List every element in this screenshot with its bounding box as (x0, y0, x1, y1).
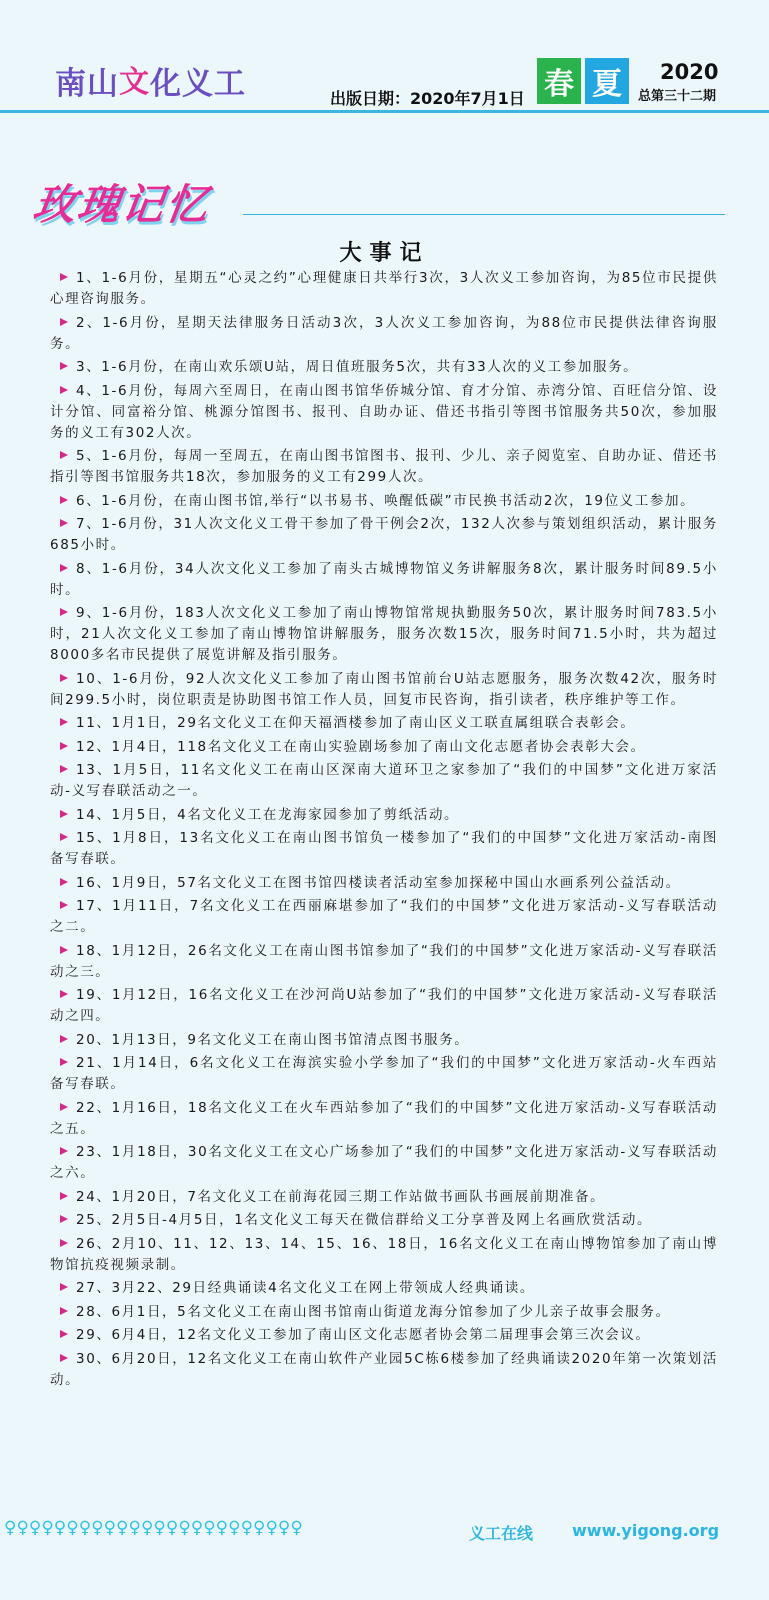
bullet-icon (60, 564, 68, 572)
page-header (0, 0, 769, 118)
document-title: 大事记 (339, 241, 430, 266)
event-item (50, 1098, 718, 1140)
page-footer (0, 1510, 769, 1550)
bullet-icon (60, 1283, 68, 1291)
event-text: 2、1-6月份，星期天法律服务日活动3次，3人次义工参加咨询，为88位市民提供法律咨询服务。 (50, 314, 718, 352)
event-text: 1、1-6月份，星期五“心灵之约”心理健康日共举行3次，3人次义工参加咨询，为85位市民提供心理咨询服务。 (50, 270, 718, 307)
bullet-icon (60, 608, 68, 616)
event-text: 6、1-6月份，在南山图书馆,举行“以书易书、唤醒低碳”市民换书活动2次，19位义工参加。 (76, 492, 696, 509)
people-row-icon: ♀♀♀♀♀♀♀♀♀♀♀♀♀♀♀♀♀♀♀♀♀♀♀♀ (4, 1518, 303, 1538)
brand-logo (55, 58, 246, 103)
section-title: 玫瑰记忆 (30, 180, 214, 229)
bullet-icon (60, 810, 68, 818)
section-divider (243, 214, 725, 215)
event-item (50, 805, 718, 826)
event-text: 17、1月11日，7名文化义工在西丽麻堪参加了“我们的中国梦”文化进万家活动-义写春联活动之二。 (50, 898, 718, 935)
bullet-icon (60, 1307, 68, 1315)
event-text: 16、1月9日，57名文化义工在图书馆四楼读者活动室参加探秘中国山水画系列公益活动。 (76, 874, 681, 891)
event-item (50, 1142, 718, 1184)
event-item (50, 941, 718, 983)
event-item (50, 603, 718, 666)
event-item (50, 1349, 718, 1391)
bullet-icon (60, 990, 68, 998)
event-text: 8、1-6月份，34人次文化义工参加了南头古城博物馆义务讲解服务8次，累计服务时间89.5小时。 (50, 560, 718, 598)
event-text: 30、6月20日，12名文化义工在南山软件产业园5C栋6楼参加了经典诵读2020年第一次策划活动。 (50, 1350, 718, 1388)
bullet-icon (60, 519, 68, 527)
bullet-icon (60, 1147, 68, 1155)
bullet-icon (60, 318, 68, 326)
event-item (50, 559, 718, 601)
bullet-icon (60, 1215, 68, 1223)
bullet-icon (60, 1239, 68, 1247)
season-spring-badge: 春 (537, 58, 581, 104)
event-text: 19、1月12日，16名文化义工在沙河尚U站参加了“我们的中国梦”文化进万家活动-义写春联活动之四。 (50, 987, 718, 1024)
bullet-icon (60, 1192, 68, 1200)
event-item (50, 1187, 718, 1208)
header-divider (0, 110, 769, 113)
event-text: 7、1-6月份，31人次文化义工骨干参加了骨干例会2次，132人次参与策划组织活动，累计服务685小时。 (50, 516, 718, 553)
event-item (50, 268, 718, 310)
brand-heart-icon: 文 (119, 65, 150, 100)
event-item (50, 1325, 718, 1346)
event-text: 28、6月1日，5名文化义工在南山图书馆南山街道龙海分馆参加了少儿亲子故事会服务。 (76, 1303, 671, 1320)
event-text: 25、2月5日-4月5日，1名文化义工每天在微信群给义工分享普及网上名画欣赏活动。 (76, 1212, 653, 1228)
event-text: 24、1月20日，7名文化义工在前海花园三期工作站做书画队书画展前期准备。 (76, 1188, 606, 1205)
event-text: 4、1-6月份，每周六至周日，在南山图书馆华侨城分馆、育才分馆、赤湾分馆、百旺信分馆、设计分馆、同富裕分馆、桃源分馆图书、报刊、自助办证、借还书指引等图书馆服务共50次，参加服务的义工有302人次。 (50, 382, 718, 441)
event-item (50, 446, 718, 488)
brand-prefix: 南山 (55, 66, 119, 102)
event-text: 15、1月8日，13名文化义工在南山图书馆负一楼参加了“我们的中国梦”文化进万家活动-南图备写春联。 (50, 830, 718, 867)
event-text: 9、1-6月份，183人次文化义工参加了南山博物馆常规执勤服务50次，累计服务时间783.5小时，21人次文化义工参加了南山博物馆讲解服务，服务次数15次，服务时间71.5小时，共为超过8000多名市民提供了展览讲解及指引服务。 (50, 605, 718, 663)
bullet-icon (60, 1058, 68, 1066)
event-item (50, 985, 718, 1027)
brand-suffix: 化义工 (150, 66, 246, 102)
event-text: 5、1-6月份，每周一至周五，在南山图书馆图书、报刊、少儿、亲子阅览室、自助办证、借还书指引等图书馆服务共18次，参加服务的义工有299人次。 (50, 448, 718, 485)
bullet-icon (60, 273, 68, 281)
event-item (50, 669, 718, 711)
event-text: 11、1月1日，29名文化义工在仰天福酒楼参加了南山区义工联直属组联合表彰会。 (76, 715, 636, 731)
event-item (50, 760, 718, 802)
bullet-icon (60, 878, 68, 886)
bullet-icon (60, 674, 68, 682)
event-item (50, 357, 718, 378)
event-text: 18、1月12日，26名文化义工在南山图书馆参加了“我们的中国梦”文化进万家活动-义写春联活动之三。 (50, 942, 718, 980)
event-text: 22、1月16日，18名文化义工在火车西站参加了“我们的中国梦”文化进万家活动-义写春联活动之五。 (50, 1099, 718, 1137)
event-text: 10、1-6月份，92人次文化义工参加了南山图书馆前台U站志愿服务，服务次数42次，服务时间299.5小时，岗位职责是协助图书馆工作人员，回复市民咨询，指引读者，秩序维护等工作。 (50, 670, 718, 708)
bullet-icon (60, 1035, 68, 1043)
event-item (50, 514, 718, 556)
bullet-icon (60, 386, 68, 394)
bullet-icon (60, 1330, 68, 1338)
bullet-icon (60, 946, 68, 954)
bullet-icon (60, 1103, 68, 1111)
bullet-icon (60, 765, 68, 773)
event-item (50, 896, 718, 938)
event-item (50, 1210, 718, 1231)
event-item (50, 1030, 718, 1051)
event-item (50, 828, 718, 870)
event-item (50, 381, 718, 444)
bullet-icon (60, 496, 68, 504)
event-list (50, 268, 718, 1393)
issue-year: 2020 (660, 60, 719, 84)
footer-label: 义工在线 (469, 1524, 534, 1543)
event-text: 12、1月4日，118名文化义工在南山实验剧场参加了南山文化志愿者协会表彰大会。 (76, 738, 646, 755)
event-text: 13、1月5日，11名文化义工在南山区深南大道环卫之家参加了“我们的中国梦”文化进万家活动-义写春联活动之一。 (50, 762, 718, 799)
event-text: 21、1月14日，6名文化义工在海滨实验小学参加了“我们的中国梦”文化进万家活动-火车西站备写春联。 (50, 1055, 718, 1092)
event-text: 26、2月10、11、12、13、14、15、16、18日，16名文化义工在南山博物馆参加了南山博物馆抗疫视频录制。 (50, 1235, 718, 1273)
event-item (50, 873, 718, 894)
bullet-icon (60, 451, 68, 459)
event-text: 3、1-6月份，在南山欢乐颂U站，周日值班服务5次，共有33人次的义工参加服务。 (76, 359, 639, 375)
event-text: 23、1月18日，30名文化义工在文心广场参加了“我们的中国梦”文化进万家活动-义写春联活动之六。 (50, 1144, 718, 1181)
event-item (50, 713, 718, 734)
event-text: 29、6月4日，12名文化义工参加了南山区文化志愿者协会第二届理事会第三次会议。 (76, 1327, 651, 1343)
event-text: 14、1月5日，4名文化义工在龙海家园参加了剪纸活动。 (76, 806, 460, 823)
event-item (50, 1053, 718, 1095)
event-item (50, 1302, 718, 1323)
event-item (50, 313, 718, 355)
bullet-icon (60, 742, 68, 750)
bullet-icon (60, 718, 68, 726)
publication-date: 出版日期：2020年7月1日 (330, 89, 525, 108)
bullet-icon (60, 901, 68, 909)
bullet-icon (60, 1354, 68, 1362)
event-text: 27、3月22、29日经典诵读4名文化义工在网上带领成人经典诵读。 (76, 1280, 536, 1296)
event-item (50, 1278, 718, 1299)
bullet-icon (60, 362, 68, 370)
event-text: 20、1月13日，9名文化义工在南山图书馆清点图书服务。 (76, 1031, 470, 1048)
season-summer-badge: 夏 (585, 58, 629, 104)
event-item (50, 1234, 718, 1276)
issue-number: 总第三十二期 (638, 89, 717, 104)
footer-url-link[interactable]: www.yigong.org (572, 1521, 720, 1540)
bullet-icon (60, 833, 68, 841)
event-item (50, 737, 718, 758)
event-item (50, 491, 718, 512)
